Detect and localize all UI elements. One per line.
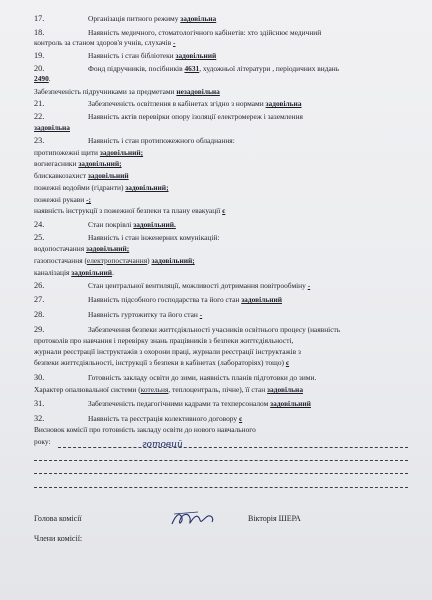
conclusion-rule-4 <box>34 487 408 488</box>
handwritten-conclusion: готовий <box>142 440 183 450</box>
signature-mark <box>168 508 218 530</box>
document-page: 17. Організація питного режиму задовільна 18. Наявність медичного, стоматологічного кабінетів: хто здійснює медичний контроль за станом здоров'я учнів, слухачів - 19. Наявність і стан бібліотеки задовільний 20. Фонд підручників, посібників 4631, художньої літератури , періодичних видань 2490. Забезпеченість підручниками за предметами незадовільна 21. Забезпеченість освітлення в кабінетах згідно з нормами задовільна 22. Наявність актів перевірки опору ізоляції електромереж і заземлення задовільна 23. Наявність і стан протипожежного обладнання: протипожежні щити задовільний; вогнегасники задовільний; блискавкозахист задовільний пожежні водойми (гідранти) задовільний; пожежні рукави -; наявність інструкції з пожежної безпеки та плану евакуації є 24. Стан покрівлі задовільний. 25. Наявність і стан інженерних комунікацій: водопостачання задовільний; газопостачання (електропостачання) задовільний; каналізація задовільний. 26. Стан центральної вентиляції, можливості дотримання повітрообміну - 27. Наявність підсобного господарства та його стан задовільний 28. Наявність гуртожитку та його стан - 29. Забезпечення безпеки життєдіяльності учасників освітнього процесу (наявність протоколів про навчання і перевірку знань працівників з безпеки життєдіяльності, журнали реєстрації інструктажів з охорони праці, журнали реєстрації інструктажів з безпеки життєдіяльності, інструкції з безпеки в кабінетах (лабораторіях) тощо) є 30. Готовність закладу освіти до зими, наявність планів підготовки до зими. Характер опалювальної системи (котельня, теплоцентраль, пічне), її стан задовільна 31. Забезпеченість педагогічними кадрами та техперсоналом задовільний 32. Наявність та реєстрація колективного договору є Висновок комісії про готовність закладу освіти до нового навчального року: готовий Голова комісії Вікторія ШЕРА Члени комісії: <box>0 0 432 600</box>
conclusion-rule-1 <box>58 447 408 448</box>
conclusion-rule-3 <box>34 473 408 474</box>
conclusion-rule-2 <box>34 460 408 461</box>
